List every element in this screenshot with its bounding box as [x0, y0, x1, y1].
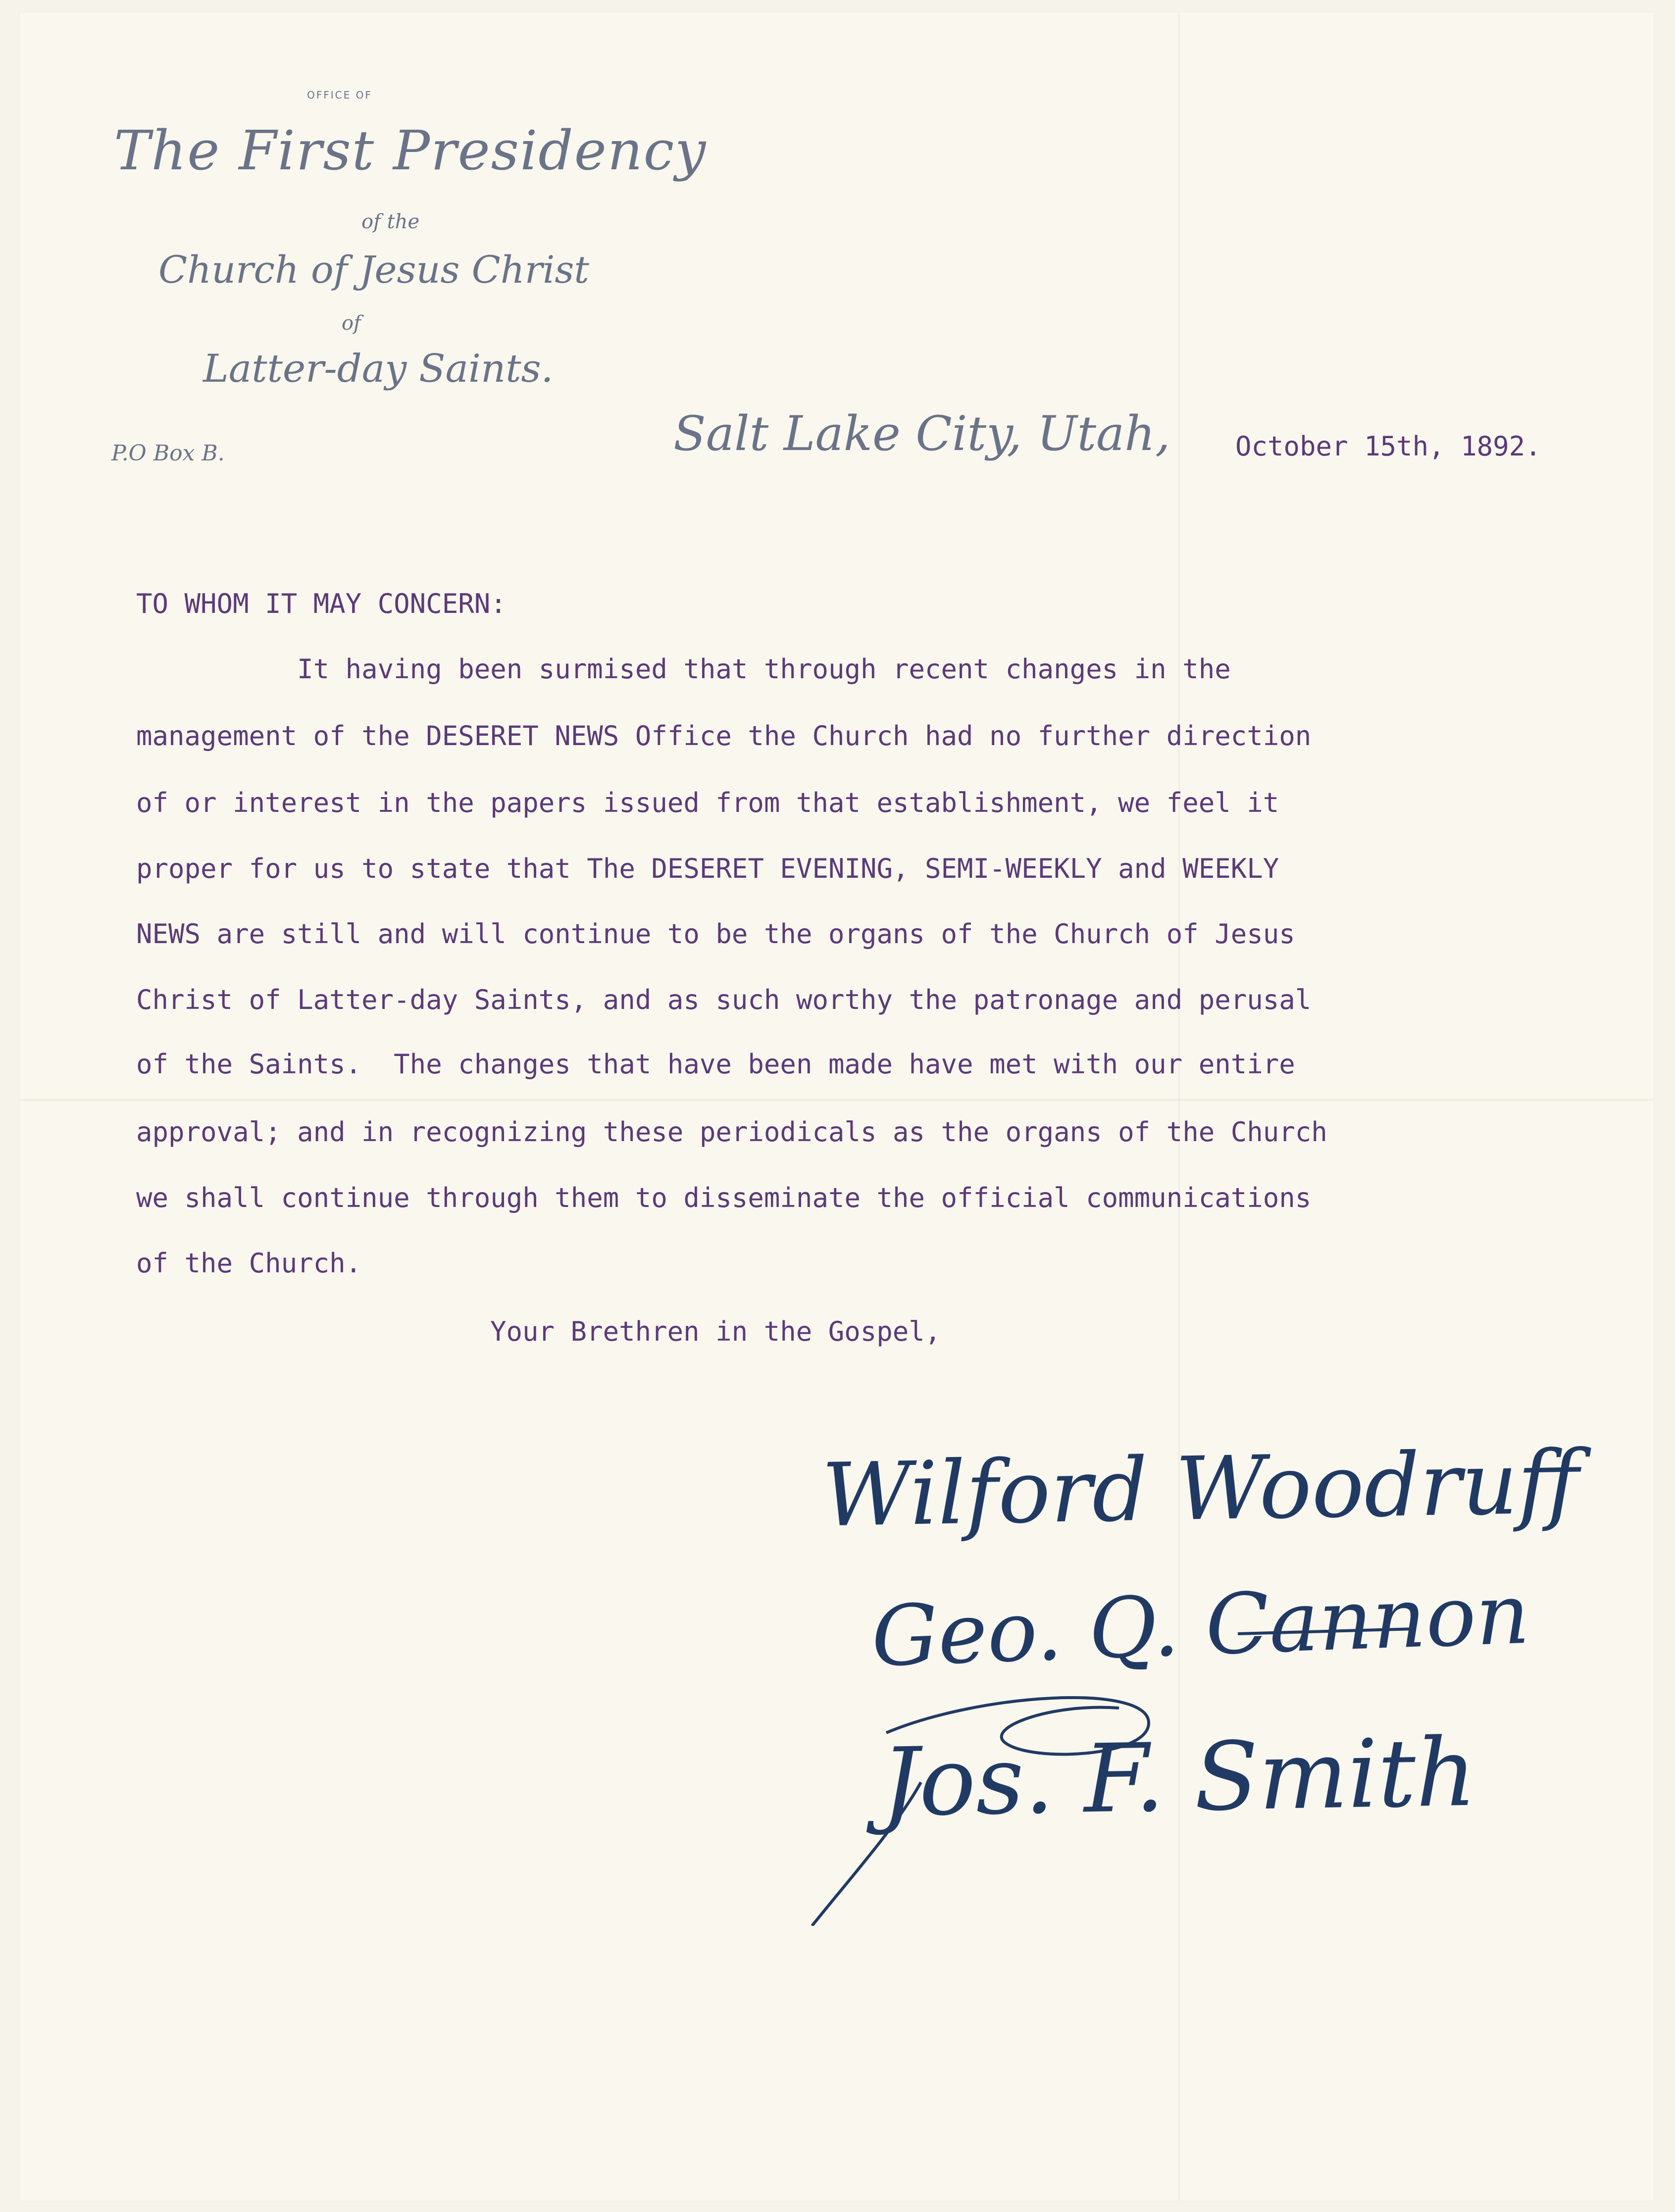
letterhead-po-box: P.O Box B. — [111, 441, 225, 466]
body-line-1: It having been surmised that through recent changes in the — [136, 654, 1231, 685]
letterhead-church: Church of Jesus Christ — [158, 248, 589, 292]
body-line-7: of the Saints. The changes that have been made have met with our entire — [136, 1049, 1295, 1080]
signature-jos-f-smith: Jos. F. Smith — [880, 1717, 1477, 1838]
letterhead-of-the: of the — [361, 210, 420, 233]
body-line-5: NEWS are still and will continue to be the organs of the Church of Jesus — [136, 918, 1295, 950]
signature-wilford-woodruff: Wilford Woodruff — [821, 1431, 1580, 1547]
paper-fold — [20, 1099, 1654, 1101]
letterhead-office-of: OFFICE OF — [307, 89, 372, 101]
body-line-8: approval; and in recognizing these periodicals as the organs of the Church — [136, 1116, 1327, 1148]
letter-date: October 15th, 1892. — [1235, 431, 1541, 462]
body-line-3: of or interest in the papers issued from that establishment, we feel it — [136, 787, 1279, 818]
letter-salutation: TO WHOM IT MAY CONCERN: — [136, 588, 507, 619]
letterhead-saints: Latter-day Saints. — [203, 347, 554, 391]
letterhead-title: The First Presidency — [114, 119, 707, 182]
letterhead-of: of — [342, 312, 361, 335]
body-line-10: of the Church. — [136, 1248, 362, 1279]
body-line-6: Christ of Latter-day Saints, and as such worthy the patronage and perusal — [136, 984, 1312, 1015]
letter-closing: Your Brethren in the Gospel, — [490, 1316, 941, 1347]
body-line-9: we shall continue through them to disseminate the official communications — [136, 1182, 1312, 1213]
body-line-4: proper for us to state that The DESERET EVENING, SEMI-WEEKLY and WEEKLY — [136, 853, 1279, 884]
body-line-2: management of the DESERET NEWS Office the Church had no further direction — [136, 720, 1312, 752]
letterhead-place: Salt Lake City, Utah, — [673, 406, 1170, 461]
signature-geo-q-cannon: Geo. Q. Cannon — [869, 1565, 1531, 1686]
